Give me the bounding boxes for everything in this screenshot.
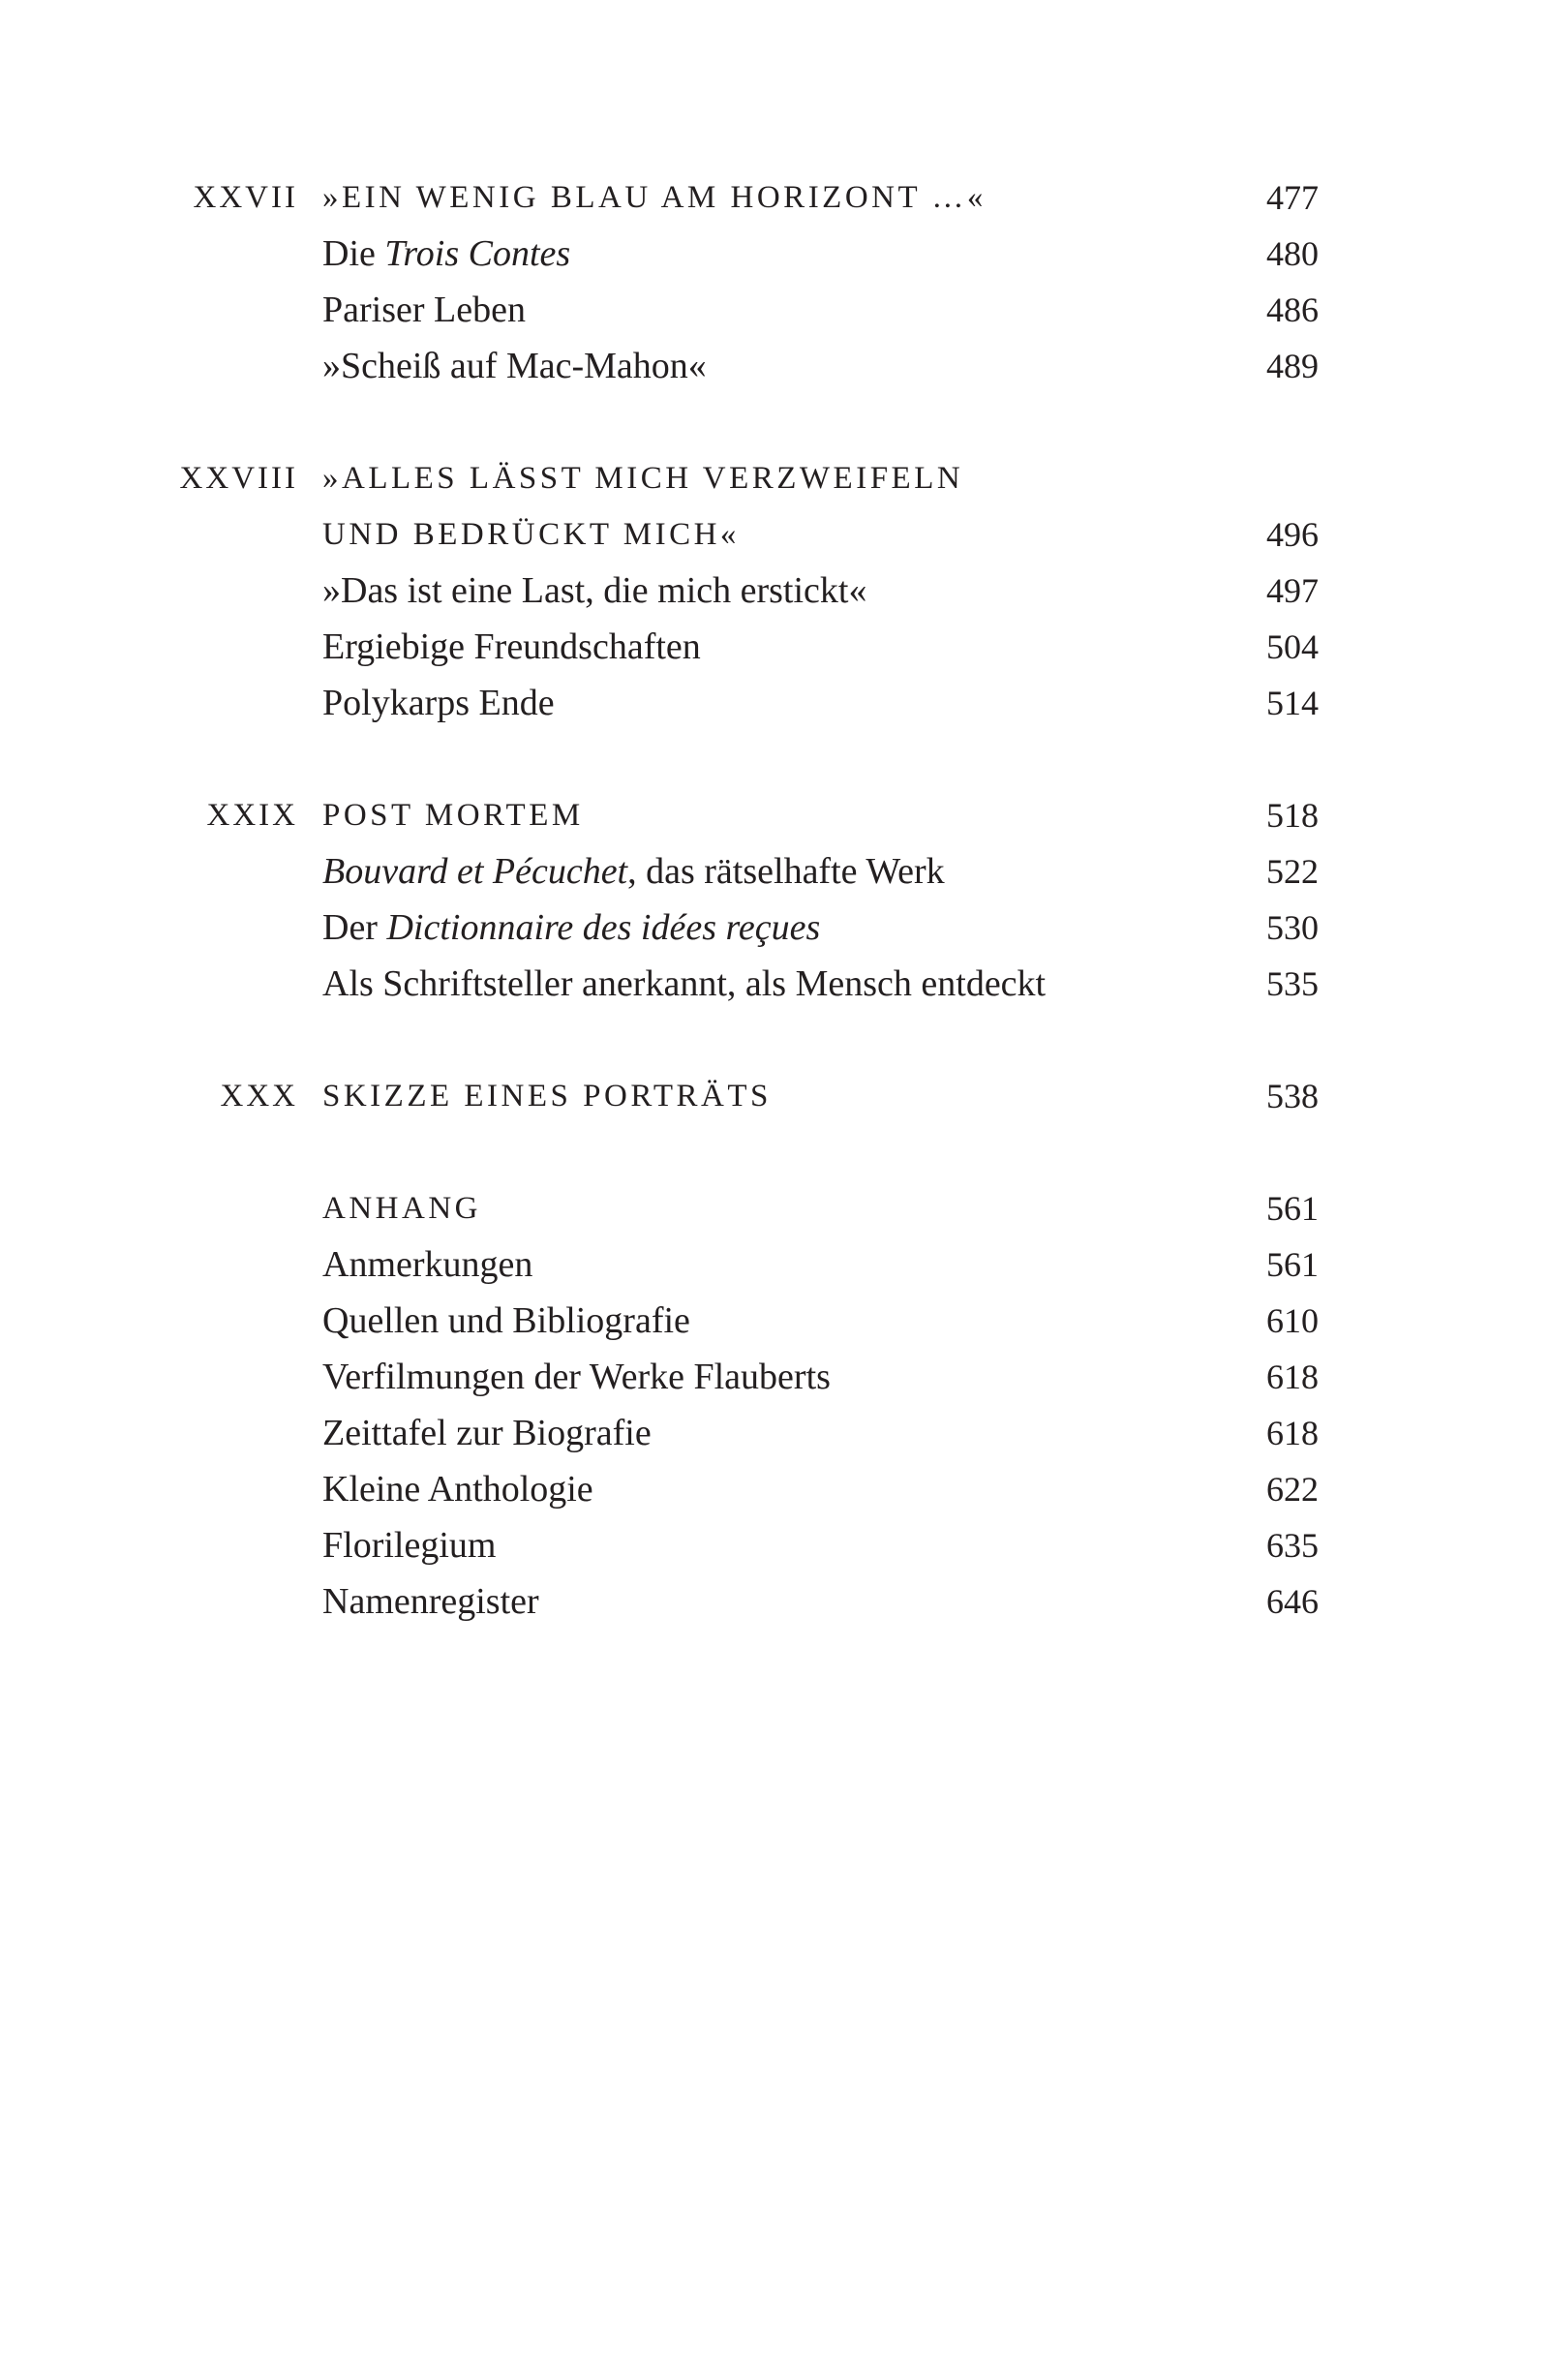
page-number: 530	[1266, 908, 1319, 947]
appendix-heading	[0, 1183, 1549, 1234]
page-number: 504	[1266, 627, 1319, 666]
toc-entry	[0, 902, 1549, 953]
section-title-italic: Trois Contes	[384, 233, 571, 274]
page-number: 535	[1266, 964, 1319, 1003]
page-number: 514	[1266, 684, 1319, 722]
toc-entry	[0, 1296, 1549, 1346]
appendix-item: Zeittafel zur Biografie	[322, 1413, 652, 1453]
appendix-item: Florilegium	[322, 1525, 497, 1566]
chapter-heading	[0, 172, 1549, 223]
chapter-title: SKIZZE EINES PORTRÄTS	[322, 1079, 772, 1114]
toc-entry	[0, 846, 1549, 897]
section-title	[322, 902, 820, 953]
chapter-heading	[0, 453, 1549, 503]
page-number: 561	[1266, 1189, 1319, 1228]
page-number: 538	[1266, 1077, 1319, 1115]
appendix-item: Quellen und Bibliografie	[322, 1300, 690, 1341]
toc-entry	[0, 1464, 1549, 1514]
toc-entry	[0, 229, 1549, 279]
chapter-title: POST MORTEM	[322, 798, 584, 833]
section-title: Pariser Leben	[322, 290, 526, 330]
section-title	[322, 846, 945, 897]
toc-entry	[0, 1239, 1549, 1290]
page-number: 497	[1266, 571, 1319, 610]
section-title-text: Die	[322, 233, 385, 274]
appendix-item: Anmerkungen	[322, 1244, 533, 1285]
toc-entry	[0, 341, 1549, 391]
toc-entry	[0, 1408, 1549, 1458]
toc-entry	[0, 565, 1549, 616]
toc-entry	[0, 959, 1549, 1009]
section-title-text: , das rätselhafte Werk	[627, 851, 945, 892]
chapter-heading	[0, 790, 1549, 840]
page-number: 622	[1266, 1470, 1319, 1509]
chapter-number: XXVIII	[179, 461, 298, 496]
page-number: 486	[1266, 290, 1319, 329]
toc-entry	[0, 678, 1549, 728]
appendix-item: Verfilmungen der Werke Flauberts	[322, 1357, 831, 1397]
page-number: 635	[1266, 1526, 1319, 1565]
section-title: Polykarps Ende	[322, 683, 555, 723]
chapter-title-line-1: »ALLES LÄSST MICH VERZWEIFELN	[322, 461, 964, 496]
appendix-item: Namenregister	[322, 1581, 539, 1622]
page-number: 522	[1266, 852, 1319, 891]
section-title: Als Schriftsteller anerkannt, als Mensch entdeckt	[322, 963, 1047, 1004]
toc-entry	[0, 1352, 1549, 1402]
chapter-heading	[0, 1071, 1549, 1121]
section-title: »Scheiß auf Mac-Mahon«	[322, 346, 707, 386]
page-number: 618	[1266, 1358, 1319, 1396]
section-title-italic: Bouvard et Pécuchet	[322, 851, 628, 892]
section-title	[322, 229, 570, 279]
appendix-title: ANHANG	[322, 1191, 481, 1226]
toc-entry	[0, 285, 1549, 335]
section-title: Ergiebige Freundschaften	[322, 626, 701, 667]
toc-entry	[0, 622, 1549, 672]
page-number: 618	[1266, 1414, 1319, 1452]
toc-entry	[0, 1520, 1549, 1571]
chapter-title-line-2: UND BEDRÜCKT MICH«	[322, 517, 740, 552]
chapter-number: XXIX	[206, 798, 298, 833]
page-number: 496	[1266, 515, 1319, 554]
chapter-number: XXX	[220, 1079, 298, 1114]
toc-entry	[0, 1576, 1549, 1627]
chapter-title: »EIN WENIG BLAU AM HORIZONT …«	[322, 180, 987, 215]
page-number: 610	[1266, 1301, 1319, 1340]
chapter-number: XXVII	[193, 180, 298, 215]
page-number: 518	[1266, 796, 1319, 835]
appendix-item: Kleine Anthologie	[322, 1469, 593, 1510]
section-title-text: Der	[322, 907, 387, 948]
page-number: 477	[1266, 178, 1319, 217]
chapter-heading-continued	[0, 509, 1549, 560]
section-title-italic: Dictionnaire des idées reçues	[386, 907, 821, 948]
page-number: 646	[1266, 1582, 1319, 1621]
page-number: 561	[1266, 1245, 1319, 1284]
page-number: 480	[1266, 234, 1319, 273]
page-number: 489	[1266, 347, 1319, 385]
section-title: »Das ist eine Last, die mich erstickt«	[322, 570, 867, 611]
